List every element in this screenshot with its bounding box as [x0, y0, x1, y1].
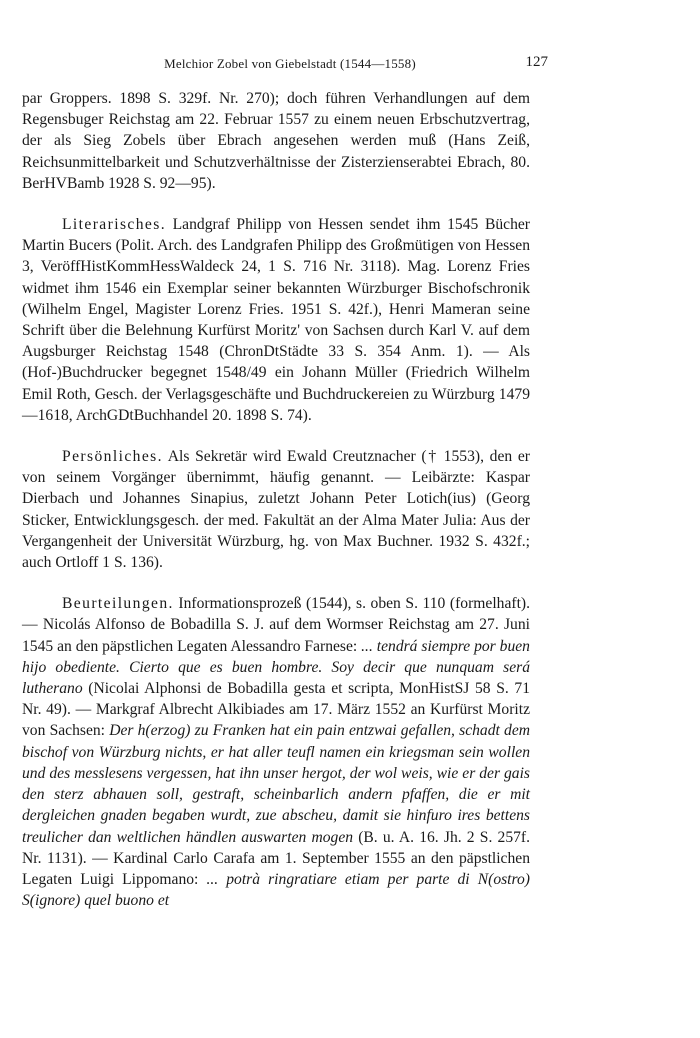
paragraph-text-2: (Nicolai Alphonsi de Bobadilla gesta et scripta, MonHistSJ 58 S. 71 Nr. 49). — Markgraf Albrecht Alkibiades am 17. März 1552 an Kurfürst Moritz von Sachsen:: [22, 680, 530, 740]
quote-albrecht: Der h(erzog) zu Franken hat ein pain entzwai gefallen, schadt dem bischof von Würzburg nichts, er hat aller teufl namen ein kriegsman sein wollen und des messlesens vergessen, hat ihn unser hergot, der wol weis, wie er der gais den sterz abhauen soll, gestraft, scheinbarlich andern pfaffen, die er mit dergleichen gnaden begaben wurdt, zue abscheu, damit sie hinfuro ires bettens treulicher dan weltlichen händlen auswarten mogen: [22, 722, 530, 846]
paragraph-beurteilungen: [22, 593, 530, 911]
section-heading-beurteilungen: Beurteilungen.: [62, 595, 174, 613]
paragraph-text: Landgraf Philipp von Hessen sendet ihm 1545 Bücher Martin Bucers (Polit. Arch. des Landgrafen Philipp des Großmütigen von Hessen 3, VeröffHistKommHessWaldeck 24, 1 S. 716 Nr. 3118). Mag. Lorenz Fries widmet ihm 1546 ein Exemplar seiner bekannten Würzburger Bischofschronik (Wilhelm Engel, Magister Lorenz Fries. 1951 S. 42f.), Henri Mameran seine Schrift über die Belehnung Kurfürst Moritz' von Sachsen durch Karl V. auf dem Augsburger Reichstag 1548 (ChronDtStädte 33 S. 354 Anm. 1). — Als (Hof-)Buchdrucker begegnet 1548/49 ein Johann Müller (Friedrich Wilhelm Emil Roth, Gesch. der Verlagsgeschäfte und Buchdruckereien zu Würzburg 1479—1618, ArchGDtBuchhandel 20. 1898 S. 74).: [22, 216, 530, 424]
section-heading-persoenliches: Persönliches.: [62, 448, 163, 466]
paragraph-persoenliches: [22, 446, 530, 573]
paragraph-text: Als Sekretär wird Ewald Creutznacher († 1553), den er von seinem Vorgänger übernimmt, häufig genannt. — Leibärzte: Kaspar Dierbach und Johannes Sinapius, zuletzt Johann Peter Lotich(ius) (Georg Sticker, Entwicklungsgesch. der med. Fakultät an der Alma Mater Julia: Aus der Vergangenheit der Universität Würzburg, hg. von Max Buchner. 1932 S. 432f.; auch Ortloff 1 S. 136).: [22, 448, 530, 572]
body-text: [22, 88, 530, 911]
quote-carafa: ... potrà ringratiare etiam per parte di N(ostro) S(ignore) quel buono et: [22, 870, 530, 910]
running-header: [40, 54, 548, 78]
page-number: 127: [525, 54, 548, 70]
paragraph-literarisches: [22, 214, 530, 426]
paragraph-text-3: (B. u. A. 16. Jh. 2 S. 257f. Nr. 1131). — Kardinal Carlo Carafa am 1. September 1555 an den päpstlichen Legaten Luigi Lippomano:: [22, 828, 530, 888]
paragraph-continuation: par Groppers. 1898 S. 329f. Nr. 270); doch führen Verhandlungen auf dem Regensbuger Reichstag am 22. Februar 1557 zu einem neuen Erbschutzvertrag, der als Sieg Zobels über Ebrach angesehen werden muß (Hans Zeiß, Reichsunmittelbarkeit und Schutzverhältnisse der Zisterzienserabtei Ebrach, 80. BerHVBamb 1928 S. 92—95).: [22, 90, 530, 192]
section-heading-literarisches: Literarisches.: [62, 216, 167, 234]
paragraph-text-1: Informationsprozeß (1544), s. oben S. 110 (formelhaft). — Nicolás Alfonso de Bobadilla S. J. auf dem Wormser Reichstag am 27. Juni 1545 an den päpstlichen Legaten Alessandro Farnese:: [22, 595, 531, 655]
running-title: Melchior Zobel von Giebelstadt (1544—1558): [164, 56, 416, 71]
quote-bobadilla: ... tendrá siempre por buen hijo obediente. Cierto que es buen hombre. Soy decir que nunquam será lutherano: [22, 637, 530, 698]
